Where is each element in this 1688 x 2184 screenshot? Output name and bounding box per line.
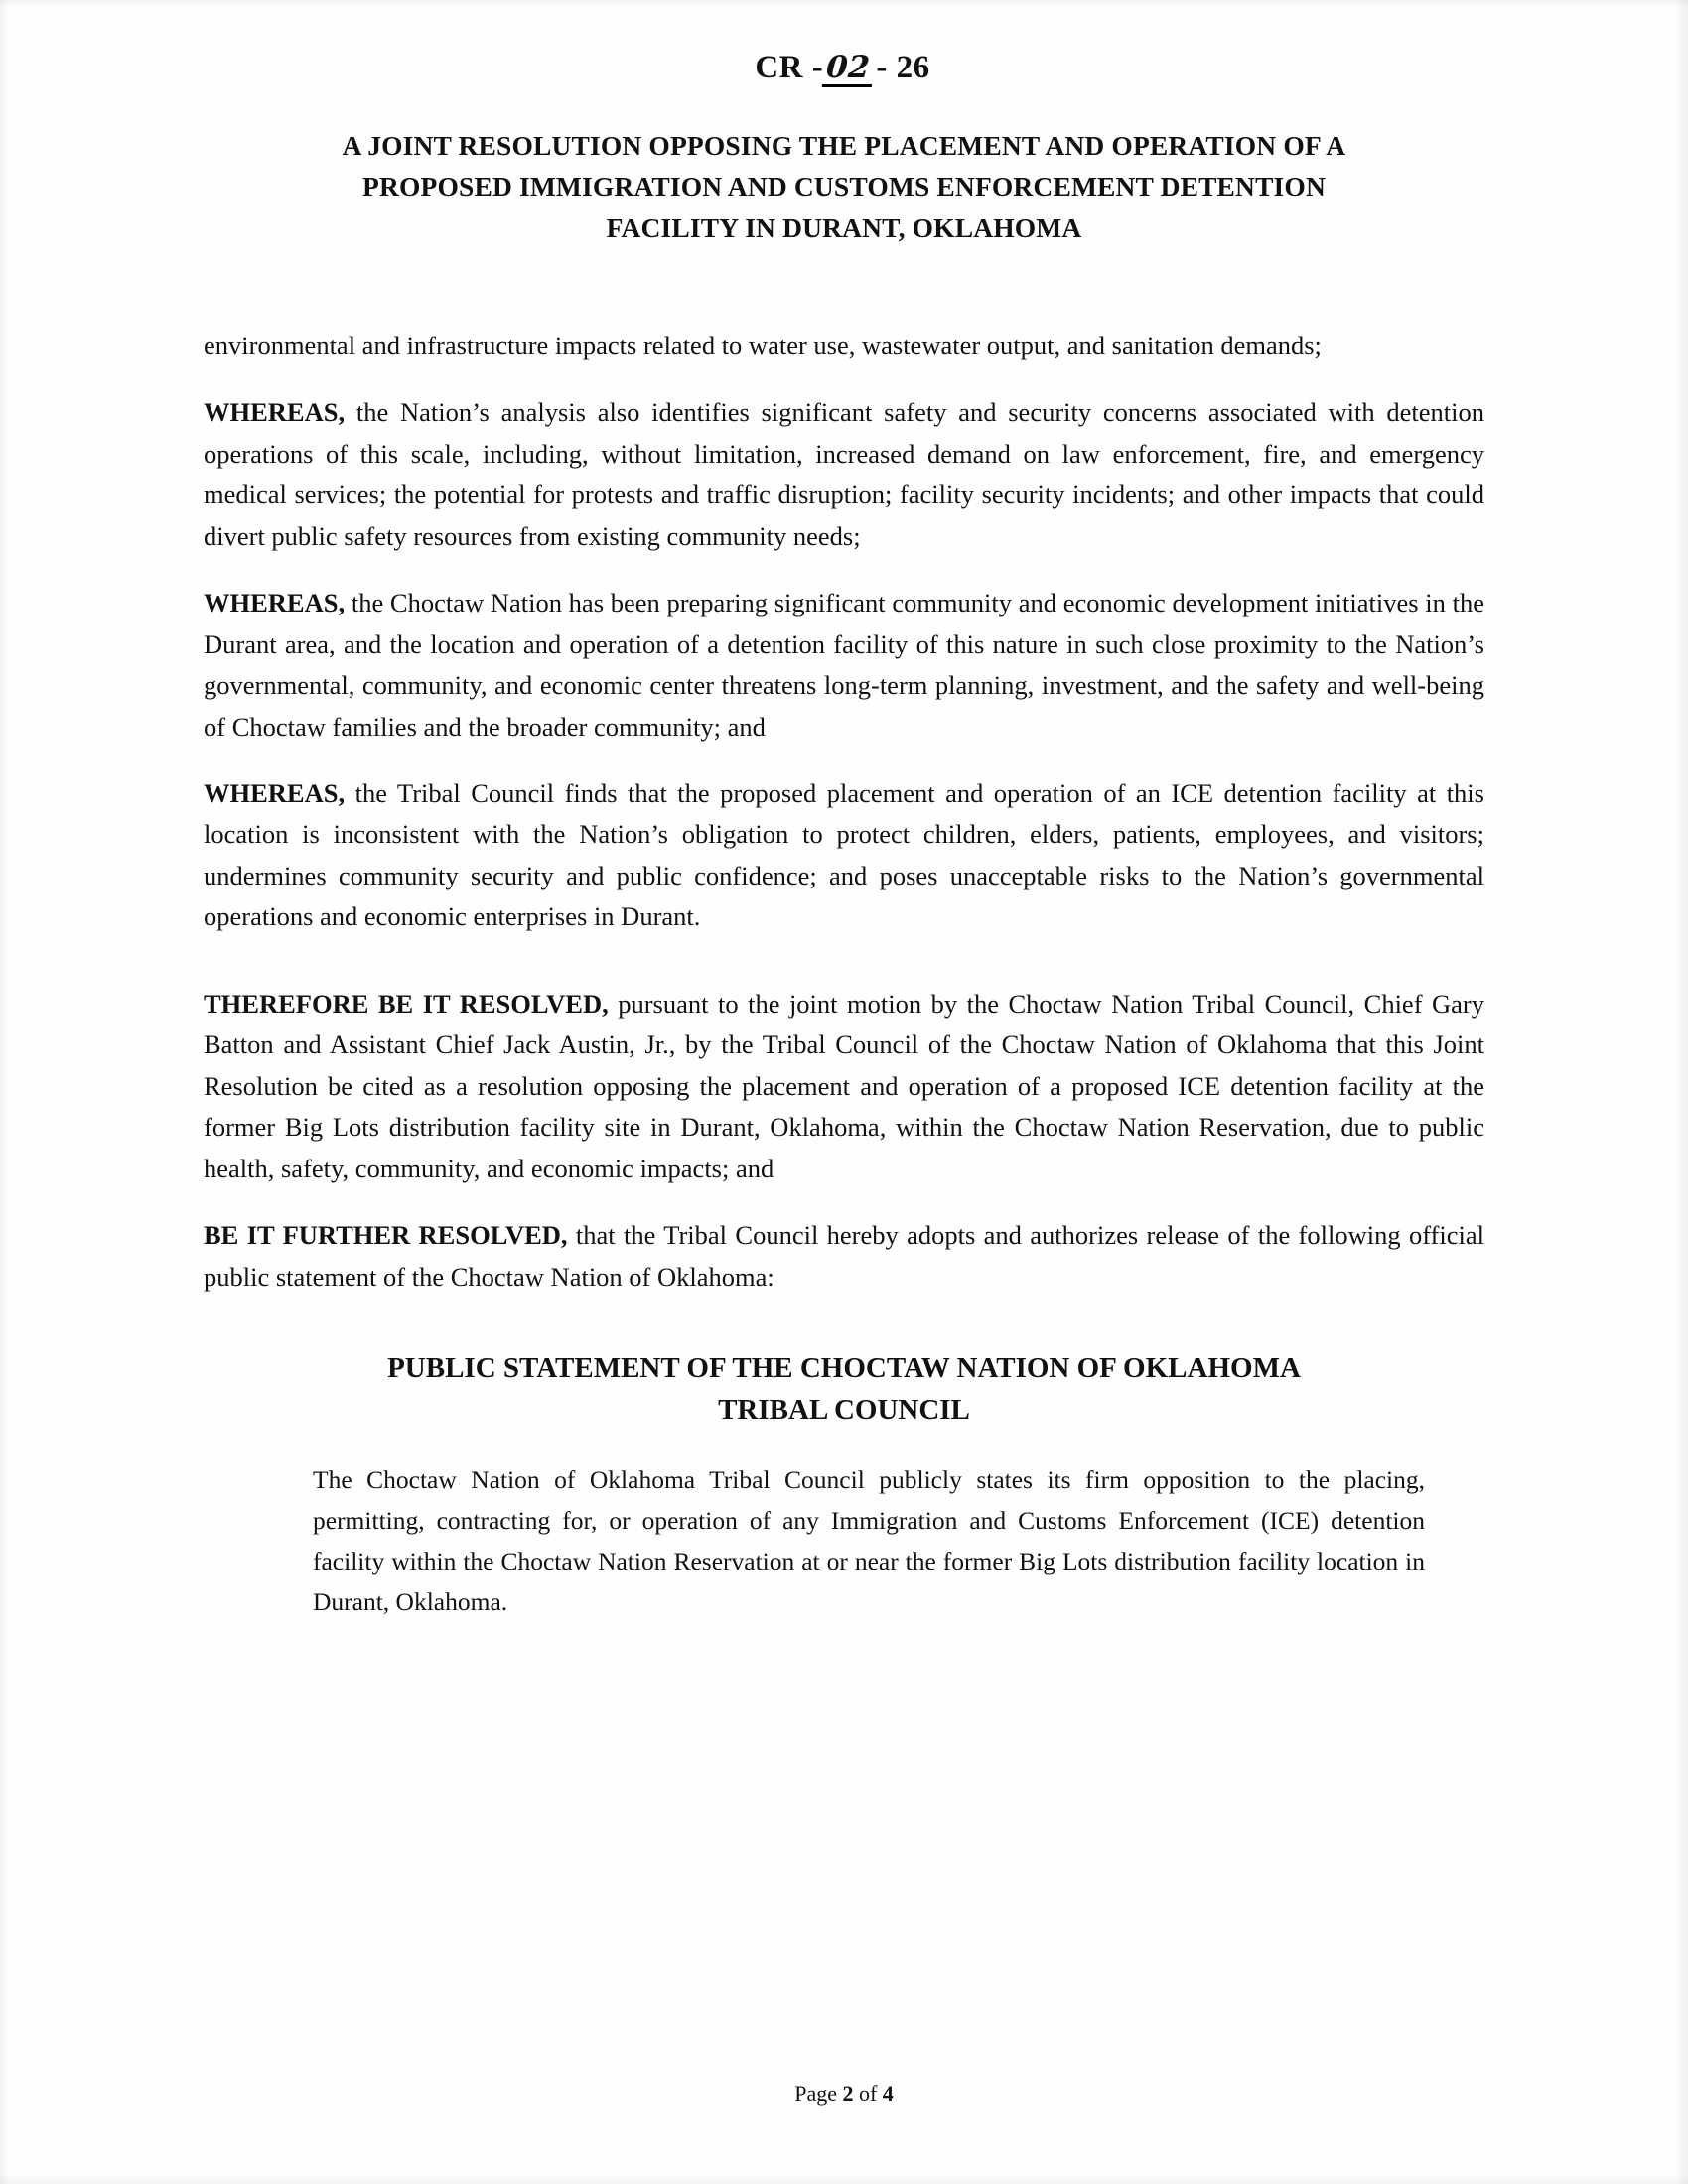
paragraph-therefore-resolved — [204, 984, 1484, 1189]
document-title-line-3: FACILITY IN DURANT, OKLAHOMA — [606, 211, 1082, 243]
public-statement-block — [313, 1460, 1425, 1622]
public-statement-heading-line-1: PUBLIC STATEMENT OF THE CHOCTAW NATION OF OKLAHOMA — [387, 1352, 1301, 1385]
paragraph-further-resolved — [204, 1215, 1484, 1297]
scan-edge-right — [1674, 0, 1688, 2184]
therefore-resolved-text: pursuant to the joint motion by the Choctaw Nation Tribal Council, Chief Gary Batton and Assistant Chief Jack Austin, Jr., by the Tribal Council of the Choctaw Nation of Oklahoma that this Joint Resolution be cited as a resolution opposing the placement and operation of a proposed ICE detention facility at the former Big Lots distribution facility site in Durant, Oklahoma, within the Choctaw Nation Reservation, due to public health, safety, community, and economic impacts; and — [204, 988, 1484, 1183]
public-statement-heading-line-2: TRIBAL COUNCIL — [718, 1394, 970, 1427]
document-title-line-1: A JOINT RESOLUTION OPPOSING THE PLACEMENT AND OPERATION OF A — [342, 130, 1346, 161]
resolution-number-suffix: - 26 — [876, 50, 930, 85]
footer-label-prefix: Page — [794, 2081, 843, 2106]
public-statement-text: The Choctaw Nation of Oklahoma Tribal Council publicly states its firm opposition to the placing, permitting, contracting for, or operation of any Immigration and Customs Enforcement (ICE) detention facility within the Choctaw Nation Reservation at or near the former Big Lots distribution facility location in Durant, Oklahoma. — [313, 1465, 1425, 1616]
therefore-resolved-lead: THEREFORE BE IT RESOLVED, — [204, 988, 609, 1019]
public-statement-heading — [273, 1347, 1415, 1431]
paragraph-whereas-2 — [204, 583, 1484, 748]
paragraph-whereas-1 — [204, 392, 1484, 557]
further-resolved-text: that the Tribal Council hereby adopts and authorizes release of the following official public statement of the Choctaw Nation of Oklahoma: — [204, 1220, 1484, 1292]
whereas-3-text: the Tribal Council finds that the proposed placement and operation of an ICE detention facility at this location is inconsistent with the Nation’s obligation to protect children, elders, patients, employees, and visitors; undermines community security and public confidence; and poses unacceptable risks to the Nation’s governmental operations and economic enterprises in Durant. — [204, 777, 1484, 932]
whereas-2-text: the Choctaw Nation has been preparing significant community and economic development initiatives in the Durant area, and the location and operation of a detention facility of this nature in such close proximity to the Nation’s governmental, community, and economic center threatens long-term planning, investment, and the safety and well-being of Choctaw families and the broader community; and — [204, 588, 1484, 742]
whereas-1-text: the Nation’s analysis also identifies significant safety and security concerns associated with detention operations of this scale, including, without limitation, increased demand on law enforcement, fire, and emergency medical services; the potential for protests and traffic disruption; facility security incidents; and other impacts that could divert public safety resources from existing community needs; — [204, 397, 1484, 551]
resolution-number-handwritten: 02 — [822, 53, 875, 87]
scan-edge-top — [0, 0, 1688, 8]
scan-edge-left — [0, 0, 10, 2184]
whereas-2-lead: WHEREAS, — [204, 588, 346, 618]
document-title — [258, 125, 1430, 248]
paragraph-whereas-3 — [204, 773, 1484, 938]
resolution-number — [0, 50, 1688, 87]
footer-current-page: 2 — [842, 2081, 854, 2106]
scan-edge-bottom — [0, 2174, 1688, 2184]
paragraph-continued: environmental and infrastructure impacts related to water use, wastewater output, and sanitation demands; — [204, 330, 1322, 360]
resolution-number-prefix: CR - — [755, 50, 824, 85]
document-title-line-2: PROPOSED IMMIGRATION AND CUSTOMS ENFORCEMENT DETENTION — [362, 171, 1326, 203]
page-footer — [0, 2081, 1688, 2107]
footer-total-pages: 4 — [882, 2081, 894, 2106]
document-body — [204, 248, 1484, 1623]
whereas-1-lead: WHEREAS, — [204, 397, 346, 428]
whereas-3-lead: WHEREAS, — [204, 777, 346, 808]
footer-label-middle: of — [853, 2081, 883, 2106]
further-resolved-lead: BE IT FURTHER RESOLVED, — [204, 1220, 568, 1251]
